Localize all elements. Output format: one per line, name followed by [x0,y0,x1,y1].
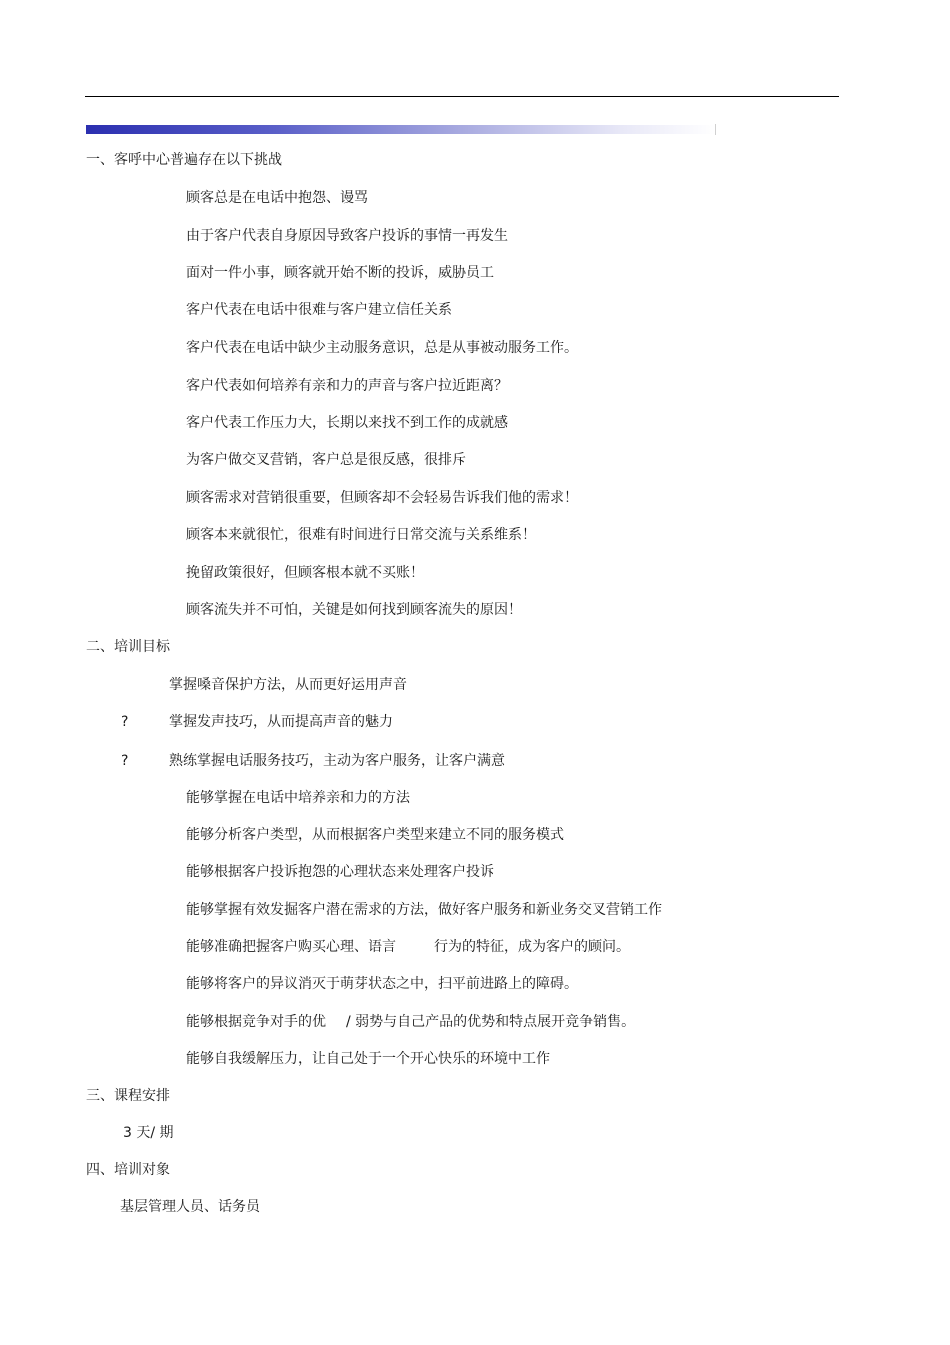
challenge-item: 客户代表如何培养有亲和力的声音与客户拉近距离？ [186,378,508,394]
challenge-item: 客户代表工作压力大，长期以来找不到工作的成就感 [186,415,508,431]
ability-item: 能够将客户的异议消灭于萌芽状态之中，扫平前进路上的障碍。 [186,976,578,992]
ability-item-part-a: 能够根据竞争对手的优 [186,1014,326,1030]
challenge-item: 客户代表在电话中缺少主动服务意识，总是从事被动服务工作。 [186,340,578,356]
ability-item: 能够自我缓解压力，让自己处于一个开心快乐的环境中工作 [186,1051,550,1067]
ability-item: 能够掌握有效发掘客户潜在需求的方法，做好客户服务和新业务交叉营销工作 [186,902,662,918]
decorative-tick [715,124,716,135]
decorative-gradient-bar [86,125,716,134]
ability-item-part-b: / 弱势与自己产品的优势和特点展开竞争销售。 [346,1014,636,1030]
ability-item [186,1013,635,1031]
challenge-item: 由于客户代表自身原因导致客户投诉的事情一再发生 [186,228,508,244]
schedule-value: 3 天/ 期 [123,1125,174,1141]
challenge-item: 顾客本来就很忙，很难有时间进行日常交流与关系维系！ [186,527,536,543]
ability-item: 能够分析客户类型，从而根据客户类型来建立不同的服务模式 [186,827,564,843]
section-heading-audience: 四、培训对象 [86,1162,170,1178]
audience-value: 基层管理人员、话务员 [120,1199,260,1215]
goal-bullet-marker: ? [121,714,129,730]
challenge-item: 顾客需求对营销很重要，但顾客却不会轻易告诉我们他的需求！ [186,490,578,506]
ability-item [186,938,630,956]
ability-item-part-a: 能够准确把握客户购买心理、语言 [186,939,396,955]
goal-bullet-marker: ? [121,753,129,769]
challenge-item: 挽留政策很好，但顾客根本就不买账！ [186,565,424,581]
header-rule [85,96,839,97]
goal-item: 掌握嗓音保护方法，从而更好运用声音 [169,677,407,693]
challenge-item: 顾客流失并不可怕，关键是如何找到顾客流失的原因！ [186,602,522,618]
challenge-item: 客户代表在电话中很难与客户建立信任关系 [186,302,452,318]
section-heading-schedule: 三、课程安排 [86,1088,170,1104]
ability-item: 能够掌握在电话中培养亲和力的方法 [186,790,410,806]
challenge-item: 面对一件小事，顾客就开始不断的投诉，威胁员工 [186,265,494,281]
challenge-item: 顾客总是在电话中抱怨、谩骂 [186,190,368,206]
goal-item: 掌握发声技巧，从而提高声音的魅力 [169,714,393,730]
section-heading-challenges: 一、客呼中心普遍存在以下挑战 [86,152,282,168]
section-heading-goals: 二、培训目标 [86,639,170,655]
ability-item: 能够根据客户投诉抱怨的心理状态来处理客户投诉 [186,864,494,880]
challenge-item: 为客户做交叉营销，客户总是很反感，很排斥 [186,452,466,468]
goal-item: 熟练掌握电话服务技巧，主动为客户服务，让客户满意 [169,753,505,769]
ability-item-part-b: 行为的特征，成为客户的顾问。 [434,939,630,955]
